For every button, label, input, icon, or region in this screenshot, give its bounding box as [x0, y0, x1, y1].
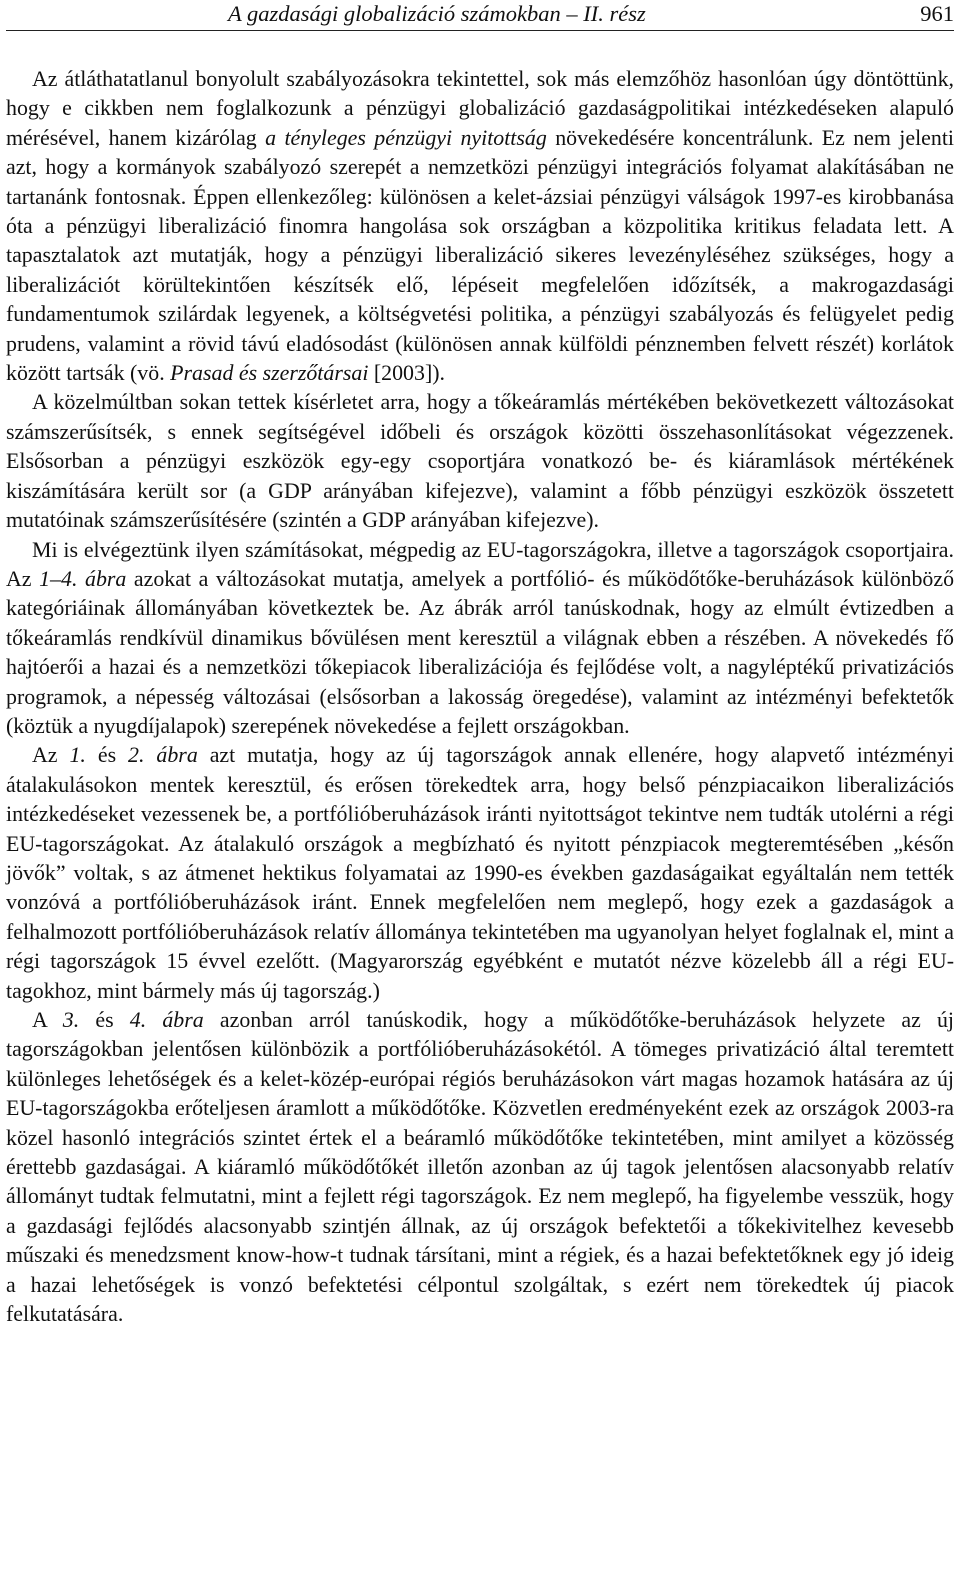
text-run: A közelmúltban sokan tettek kísérletet arra, hogy a tőkeáramlás mértékében bekövetkezett változásokat számszerűsítsék, s ennek segítségével időbeli és országok közötti összehasonlításokat végezzenek. Elsősorban a pénzügyi eszközök egy-egy csoportjára vonatkozó be- és kiáramlások mértékének kiszámítására került sor (a GDP arányában kifejezve), valamint a főbb pénzügyi eszközök összetett mutatóinak számszerűsítésére (szintén a GDP arányában kifejezve). [6, 389, 954, 533]
running-header [6, 0, 954, 31]
text-run: [2003]). [368, 360, 446, 386]
italic-text: 3. [62, 1007, 80, 1032]
italic-text: a tényleges pénzügyi nyitottság [265, 124, 547, 150]
document-page [6, 0, 954, 1328]
paragraph [6, 1005, 954, 1328]
italic-text: 2. ábra [128, 742, 198, 768]
text-run: azonban arról tanúskodik, hogy a működőtőke-beruházások helyzete az új tagországokban jelentősen különbözik a portfólióberuházásokétól. A tömeges privatizáció által teremtett különleges lehetőségek és a kelet-közép-európai régiós beruházásokon várt magas hozamok hatására az új EU-tagországokba erőteljesen áramlott a működőtőke. Közvetlen eredményeként ezek az országok 2003-ra közel hasonló integrációs szintet értek el a beáramló működőtőke tekintetében, mint amilyet a közösség érettebb gazdaságai. A kiáramló működőtőkét illetőn azonban az új tagok jelentősen alacsonyabb relatív állományt tudtak felmutatni, mint a fejlett régi tagországok. Ez nem meglepő, ha figyelembe vesszük, hogy a gazdasági fejlődés alacsonyabb szintjén állnak, az új országok befektetői a tőkekivitelhez kevesebb műszaki és menedzsment know-how-t tudnak társítani, mint a régiek, és a hazai befektetőknek egy jó ideig a hazai lehetőségek is vonzó befektetési célpontul szolgáltak, s ezért nem törekedtek új piacok felkutatására. [6, 1007, 955, 1327]
text-run: azt mutatja, hogy az új tagországok annak ellenére, hogy alapvető intézményi átalakulásokon mentek keresztül, és erősen törekedtek arra, hogy belső pénzpiacaikon liberalizációs intézkedéseket vezessenek be, a portfólióberuházások iránti nyitottságot tekintve nem tudták utolérni a régi EU-tagországokat. Az átalakuló országok a megbízható és nyitott pénzpiacok megteremtésében „későn jövők” voltak, s az átmenet hektikus folyamatai az 1990-es években gazdaságaikat egyáltalán nem tették vonzóvá a portfólióberuházások iránt. Ennek megfelelően nem meglepő, hogy ezek a gazdaságok a felhalmozott portfólióberuházások relatív állománya tekintetében ma ugyanolyan helyet foglalnak el, mint a régi tagországok 15 évvel ezelőtt. (Magyarország egyébként e mutatót nézve közelebb áll a régi EU-tagokhoz, mint bármely más új tagország.) [6, 742, 955, 1003]
article-body [6, 64, 954, 1328]
page-number: 961 [920, 1, 954, 26]
text-run: Az [32, 742, 70, 768]
paragraph [6, 535, 954, 741]
paragraph [6, 740, 954, 1005]
text-run: növekedésére koncentrálunk. Ez nem jelenti azt, hogy a kormányok szabályozó szerepét a nemzetközi pénzügyi integrációs folyamat alakításában ne tartanánk fontosnak. Éppen ellenkezőleg: különösen a kelet-ázsiai pénzügyi válságok 1997-es kirobbanása óta a pénzügyi liberalizáció finomra hangolása sok országban a közpolitika kritikus feladata lett. A tapasztalatok azt mutatják, hogy a pénzügyi liberalizáció sikeres levezényléséhez szükséges, hogy a liberalizációt körültekintően készítsék elő, lépéseit megfelelően időzítsék, a makrogazdasági fundamentumok szilárdak legyenek, a költségvetési politika, a pénzügyi szabályozás és felügyelet pedig prudens, valamint a rövid távú eladósodást (különösen annak külföldi pénznemben felvett részét) korlátok között tartsák (vö. [6, 124, 954, 386]
text-run: és [85, 742, 129, 768]
paragraph [6, 64, 954, 387]
italic-text: Prasad és szerzőtársai [170, 360, 369, 386]
text-run: és [79, 1007, 130, 1032]
italic-text: 1. [69, 742, 86, 768]
text-run: azokat a változásokat mutatja, amelyek a portfólió- és működőtőke-beruházások különböző kategóriáinak állományában következtek be. Az ábrák arról tanúskodnak, hogy az elmúlt évtizedben a tőkeáramlás rendkívül dinamikus bővülésen ment keresztül a világnak ebben a részében. A növekedés fő hajtóerői a hazai és a nemzetközi tőkepiacok liberalizációja és fejlődése volt, a nagyléptékű privatizációs programok, a népesség változásai (elsősorban a lakosság öregedése), valamint az intézményi befektetők (köztük a nyugdíjalapok) szerepének növekedése a fejlett országokban. [6, 565, 955, 738]
italic-text: 4. ábra [129, 1007, 204, 1032]
text-run: Mi is elvégeztünk ilyen számításokat, mégpedig az EU-tagországokra, illetve a tagországok csoportjaira. Az [6, 536, 954, 591]
running-title: A gazdasági globalizáció számokban – II. rész [228, 1, 646, 26]
paragraph [6, 387, 954, 534]
text-run: Az átláthatatlanul bonyolult szabályozásokra tekintettel, sok más elemzőhöz hasonlóan úgy döntöttünk, hogy e cikkben nem foglalkozunk a pénzügyi globalizáció gazdaságpolitikai intézkedéseken alapuló mérésével, hanem kizárólag [6, 66, 954, 150]
italic-text: 1–4. ábra [39, 565, 127, 591]
text-run: A [32, 1007, 63, 1032]
